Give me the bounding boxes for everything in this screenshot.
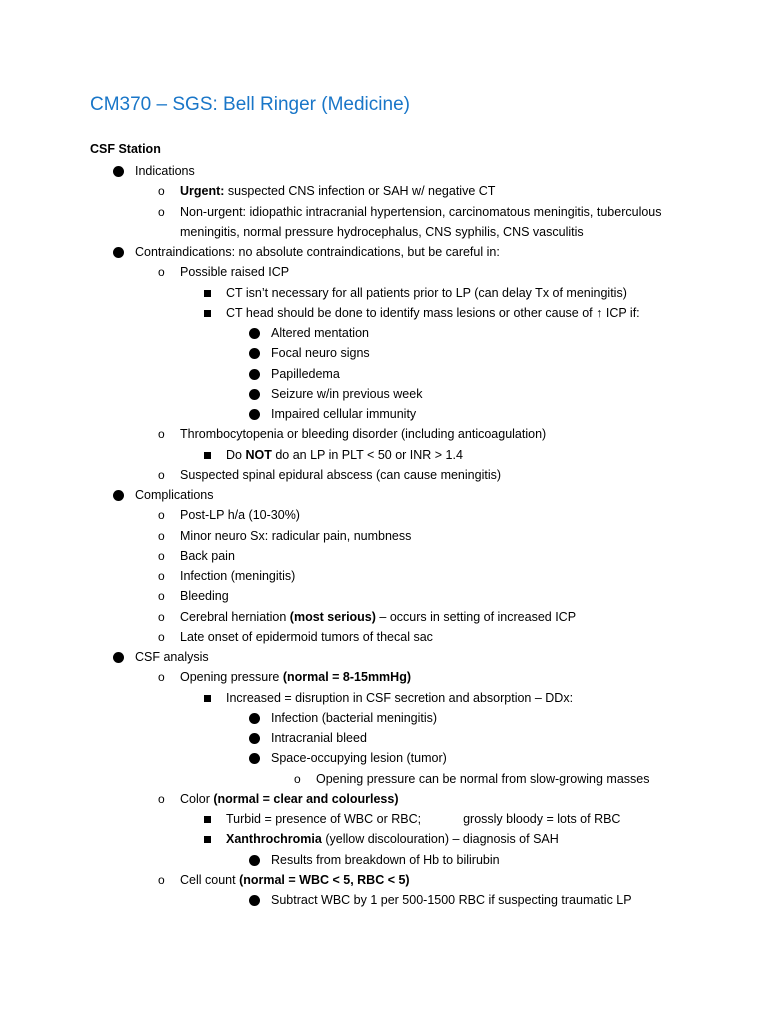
outline-item-text xyxy=(316,771,649,787)
bullet-circle-icon: o xyxy=(294,772,301,786)
outline-item-text xyxy=(180,609,576,625)
outline-item-text xyxy=(180,791,398,807)
text-run: Impaired cellular immunity xyxy=(271,407,417,421)
text-run: Do xyxy=(226,448,246,462)
text-run: Post-LP h/a (10-30%) xyxy=(180,508,300,522)
text-run: meningitis, normal pressure hydrocephalus, CNS syphilis, CNS vasculitis xyxy=(180,225,584,239)
text-run: Focal neuro signs xyxy=(271,346,370,360)
text-run: CT isn’t necessary for all patients prior to LP (can delay Tx of meningitis) xyxy=(226,286,627,300)
bullet-square-icon xyxy=(204,816,211,823)
text-run: Opening pressure can be normal from slow-growing masses xyxy=(316,772,650,786)
bullet-disc-icon xyxy=(113,166,124,177)
outline-item-text xyxy=(271,750,447,766)
text-run: Intracranial bleed xyxy=(271,731,367,745)
text-run: Contraindications: no absolute contraindications, but be careful in: xyxy=(135,245,500,259)
text-run: Infection (bacterial meningitis) xyxy=(271,711,438,725)
text-run: Subtract WBC by 1 per 500-1500 RBC if suspecting traumatic LP xyxy=(271,893,632,907)
text-run: suspected CNS infection or SAH w/ negative CT xyxy=(224,184,496,198)
outline-item-text xyxy=(271,366,340,382)
bullet-circle-icon: o xyxy=(158,205,165,219)
text-run: Back pain xyxy=(180,549,235,563)
outline-item-text xyxy=(271,406,416,422)
text-run: Thrombocytopenia or bleeding disorder (including anticoagulation) xyxy=(180,427,547,441)
text-run: Possible raised ICP xyxy=(180,265,290,279)
bullet-disc-icon xyxy=(249,389,260,400)
outline-item-text xyxy=(180,528,411,544)
outline-item-text xyxy=(180,568,295,584)
outline-item-text xyxy=(180,204,662,220)
bullet-square-icon xyxy=(204,695,211,702)
text-run: – occurs in setting of increased ICP xyxy=(375,610,577,624)
bullet-circle-icon: o xyxy=(158,873,165,887)
bullet-square-icon xyxy=(204,310,211,317)
outline-item-text xyxy=(135,487,214,503)
bullet-circle-icon: o xyxy=(158,670,165,684)
section-heading: CSF Station xyxy=(90,142,161,156)
text-run: Opening pressure xyxy=(180,670,283,684)
outline-item-text xyxy=(226,305,640,321)
text-run: Late onset of epidermoid tumors of thecal sac xyxy=(180,630,433,644)
text-run: Infection (meningitis) xyxy=(180,569,296,583)
outline-item-text xyxy=(180,426,546,442)
outline-item-text xyxy=(180,548,235,564)
bold-text: (normal = WBC < 5, RBC < 5) xyxy=(239,873,410,887)
outline-item-text xyxy=(226,285,627,301)
outline-item-text xyxy=(180,183,495,199)
text-run: grossly bloody = lots of RBC xyxy=(463,812,621,826)
bold-text: (normal = 8-15mmHg) xyxy=(282,670,411,684)
outline-item-text xyxy=(180,224,584,240)
bullet-disc-icon xyxy=(249,753,260,764)
bullet-circle-icon: o xyxy=(158,610,165,624)
bullet-circle-icon: o xyxy=(158,549,165,563)
outline-item-text xyxy=(226,811,620,827)
outline-item-text xyxy=(226,690,573,706)
bullet-circle-icon: o xyxy=(158,265,165,279)
outline-item-text xyxy=(180,588,229,604)
bullet-circle-icon: o xyxy=(158,427,165,441)
bullet-circle-icon: o xyxy=(158,508,165,522)
text-run: CSF analysis xyxy=(135,650,209,664)
bullet-disc-icon xyxy=(113,490,124,501)
text-run: Color xyxy=(180,792,214,806)
bullet-circle-icon: o xyxy=(158,468,165,482)
bullet-circle-icon: o xyxy=(158,569,165,583)
text-run: Cerebral herniation xyxy=(180,610,290,624)
outline-item-text xyxy=(271,852,500,868)
bullet-disc-icon xyxy=(113,247,124,258)
bullet-disc-icon xyxy=(249,733,260,744)
outline-item-text xyxy=(180,872,410,888)
bullet-disc-icon xyxy=(249,328,260,339)
text-run: Turbid = presence of WBC or RBC; xyxy=(226,812,422,826)
outline-item-text xyxy=(180,507,300,523)
outline-item-text xyxy=(180,467,501,483)
text-run: Increased = disruption in CSF secretion and absorption – DDx: xyxy=(226,691,574,705)
text-run: Bleeding xyxy=(180,589,229,603)
text-run: Indications xyxy=(135,164,195,178)
bullet-disc-icon xyxy=(249,409,260,420)
outline-item-text xyxy=(180,669,411,685)
bold-text: Xanthrochromia xyxy=(226,832,322,846)
text-run: do an LP in PLT < 50 or INR > 1.4 xyxy=(271,448,463,462)
text-run: Cell count xyxy=(180,873,240,887)
bold-text: (most serious) xyxy=(289,610,376,624)
document-title: CM370 – SGS: Bell Ringer (Medicine) xyxy=(90,94,410,115)
bullet-disc-icon xyxy=(249,369,260,380)
bold-text: Urgent: xyxy=(180,184,225,198)
outline-item-text xyxy=(271,730,367,746)
bullet-square-icon xyxy=(204,452,211,459)
outline-item-text xyxy=(135,244,500,260)
outline-item-text xyxy=(271,325,369,341)
outline-item-text xyxy=(271,386,422,402)
bullet-disc-icon xyxy=(249,713,260,724)
outline-item-text xyxy=(271,892,632,908)
bold-text: NOT xyxy=(245,448,272,462)
bullet-square-icon xyxy=(204,290,211,297)
text-run: Seizure w/in previous week xyxy=(271,387,423,401)
bullet-circle-icon: o xyxy=(158,630,165,644)
outline-item-text xyxy=(226,447,463,463)
bullet-disc-icon xyxy=(249,895,260,906)
text-run: Results from breakdown of Hb to bilirubin xyxy=(271,853,500,867)
bullet-circle-icon: o xyxy=(158,529,165,543)
outline-item-text xyxy=(135,649,209,665)
bullet-disc-icon xyxy=(113,652,124,663)
text-run: Complications xyxy=(135,488,214,502)
outline-item-text xyxy=(271,710,437,726)
bold-text: (normal = clear and colourless) xyxy=(213,792,399,806)
text-run: Altered mentation xyxy=(271,326,369,340)
bullet-circle-icon: o xyxy=(158,792,165,806)
bullet-disc-icon xyxy=(249,855,260,866)
outline-item-text xyxy=(271,345,370,361)
outline-item-text xyxy=(180,264,289,280)
text-run: Suspected spinal epidural abscess (can cause meningitis) xyxy=(180,468,502,482)
outline-item-text xyxy=(135,163,195,179)
bullet-circle-icon: o xyxy=(158,589,165,603)
outline-item-text xyxy=(180,629,433,645)
bullet-square-icon xyxy=(204,836,211,843)
text-run: Minor neuro Sx: radicular pain, numbness xyxy=(180,529,412,543)
text-run: CT head should be done to identify mass lesions or other cause of ↑ ICP if: xyxy=(226,306,640,320)
outline-item-text xyxy=(226,831,559,847)
bullet-circle-icon: o xyxy=(158,184,165,198)
text-run: Space-occupying lesion (tumor) xyxy=(271,751,447,765)
text-run: (yellow discolouration) – diagnosis of SAH xyxy=(321,832,559,846)
bullet-disc-icon xyxy=(249,348,260,359)
text-run: Non-urgent: idiopathic intracranial hypertension, carcinomatous meningitis, tuberculous xyxy=(180,205,662,219)
text-run: Papilledema xyxy=(271,367,340,381)
